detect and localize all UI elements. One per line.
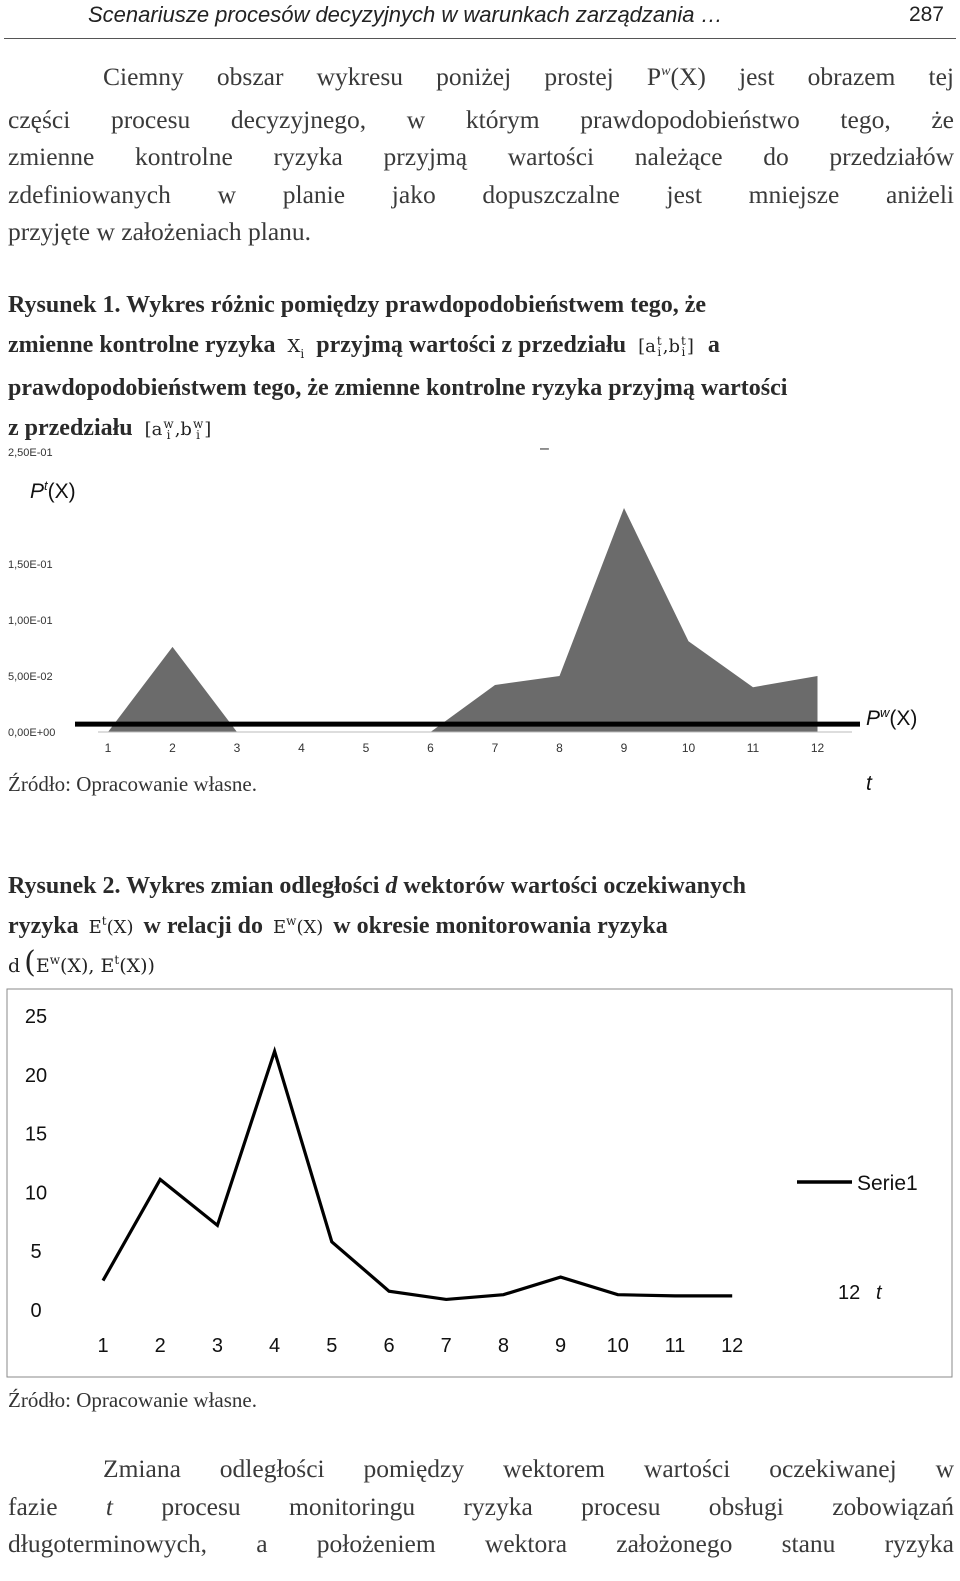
x-tick-label: 8 (497, 1335, 509, 1357)
x-tick-label: 7 (440, 1335, 452, 1357)
paragraph-line: zmienne kontrolne ryzyka przyjmą wartości należące do przedziałów (8, 142, 954, 171)
y-tick-label: 1,00E-01 (8, 615, 53, 627)
y-axis-label-pt: $P^t(X)$ (30, 478, 76, 503)
caption-line: zmienne kontrolne ryzyka $X_i$ przyjmą wartości z przedziału [at i,bt i] a (8, 332, 720, 361)
x-tick-label: 2 (154, 1335, 166, 1357)
x-tick-label: 6 (427, 741, 434, 755)
running-header-title: Scenariusze procesów decyzyjnych w warunkach zarządzania … (88, 2, 723, 27)
caption-line: Rysunek 1. Wykres różnic pomiędzy prawdopodobieństwem tego, że (8, 292, 707, 318)
y-tick-label: 5,00E-02 (8, 671, 53, 683)
x-tick-label: 4 (269, 1335, 281, 1357)
figure2-line-chart (0, 984, 960, 1384)
y-tick-label: 0,00E+00 (8, 727, 56, 739)
x-tick-label: 5 (326, 1335, 338, 1357)
x-annotation-t: t (876, 1282, 882, 1304)
paragraph-line: zdefiniowanych w planie jako dopuszczalne jest mniejsze aniżeli (8, 179, 954, 209)
paragraph-line: fazie t procesu monitoringu ryzyka procesu obsługi zobowiązań (8, 1491, 955, 1521)
distance-formula: d ($E^w(X)$, $E^t(X)$) (8, 945, 155, 980)
y-tick-label: 0 (30, 1300, 42, 1322)
y-tick-label: 20 (24, 1064, 48, 1087)
closing-paragraph (8, 1450, 954, 1563)
paragraph-line: Zmiana odległości pomiędzy wektorem wartości oczekiwanej w (103, 1454, 954, 1483)
caption-line: ryzyka $E^t(X)$ w relacji do $E^w(X)$ w okresie monitorowania ryzyka (8, 913, 668, 939)
figure2-source: Źródło: Opracowanie własne. (8, 1388, 257, 1412)
x-tick-label: 9 (555, 1335, 567, 1357)
paragraph-line: Ciemny obszar wykresu poniżej prostej $P^w(X)$ jest obrazem tej (103, 62, 954, 91)
x-tick-label: 11 (746, 741, 760, 755)
y-tick-label: 25 (24, 1006, 48, 1028)
figure1-source: Źródło: Opracowanie własne. (8, 772, 257, 796)
line-label-pw: $P^w(X)$ (866, 705, 918, 730)
figure1-area-chart (0, 440, 960, 770)
y-tick-label: 15 (24, 1123, 48, 1146)
y-tick-label: 5 (30, 1241, 42, 1264)
paragraph-line: przyjęte w założeniach planu. (8, 217, 312, 246)
caption-line: z przedziału [aw i ,bw i ] (8, 415, 212, 442)
header-divider (4, 38, 956, 39)
x-annotation-number: 12 (838, 1282, 861, 1304)
figure1-caption (8, 285, 954, 450)
legend-label: Serie1 (857, 1172, 918, 1195)
x-tick-label: 2 (169, 741, 176, 755)
paragraph-line: długoterminowych, a położeniem wektora założonego stanu ryzyka (8, 1529, 954, 1558)
x-tick-label: 12 (810, 741, 825, 755)
paragraph-line: części procesu decyzyjnego, w którym prawdopodobieństwo tego, że (8, 104, 954, 134)
x-tick-label: 3 (233, 741, 241, 755)
x-tick-label: 1 (97, 1335, 109, 1357)
y-tick-label: 2,50E-01 (8, 447, 53, 459)
y-tick-label: 1,50E-01 (8, 559, 53, 571)
x-tick-label: 4 (298, 741, 305, 755)
x-tick-label: 9 (620, 741, 628, 755)
stray-dash: – (540, 440, 549, 457)
intro-paragraph (8, 58, 954, 251)
x-tick-label: 12 (721, 1335, 744, 1357)
x-axis-label-t: t (866, 772, 872, 795)
caption-line: prawdopodobieństwem tego, że zmienne kontrolne ryzyka przyjmą wartości (8, 375, 788, 401)
x-tick-label: 6 (383, 1335, 395, 1357)
x-tick-label: 1 (104, 741, 112, 755)
caption-line: Rysunek 2. Wykres zmian odległości d wektorów wartości oczekiwanych (8, 873, 747, 899)
figure2-caption (8, 866, 954, 949)
x-tick-label: 3 (211, 1335, 223, 1357)
y-tick-label: 10 (24, 1182, 48, 1205)
x-tick-label: 8 (556, 741, 563, 755)
page-number: 287 (908, 3, 944, 26)
x-tick-label: 10 (681, 741, 696, 755)
x-tick-label: 5 (362, 741, 370, 755)
area-series-pt (108, 508, 818, 732)
x-tick-label: 11 (664, 1335, 686, 1357)
x-tick-label: 7 (491, 741, 499, 755)
x-tick-label: 10 (606, 1335, 629, 1357)
